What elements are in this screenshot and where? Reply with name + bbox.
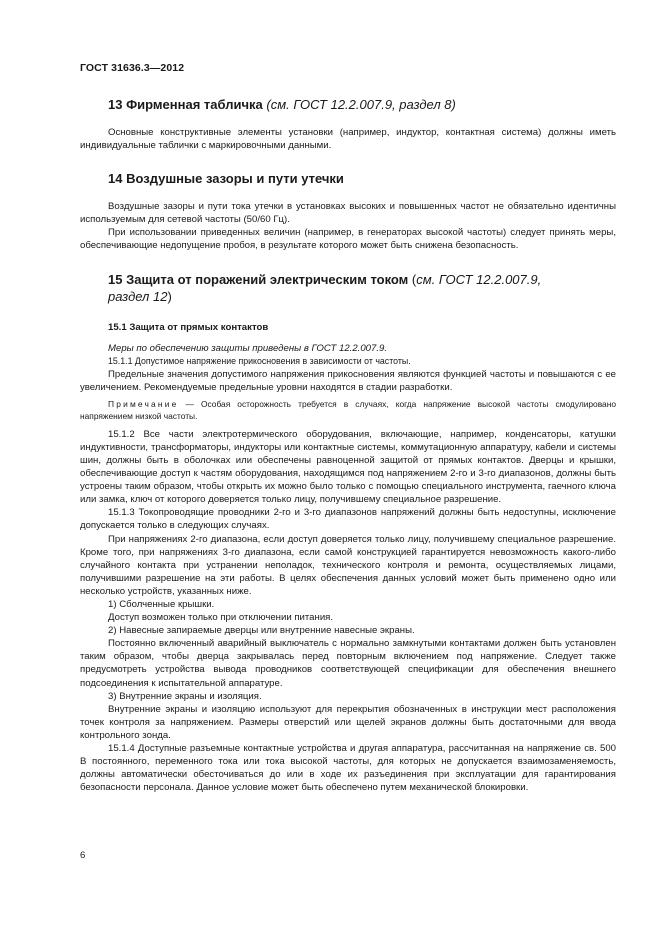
- clause-15-1-1: 15.1.1 Допустимое напряжение прикосновения в зависимости от частоты.: [108, 355, 411, 366]
- section-14-paragraph-1: Воздушные зазоры и пути тока утечки в установках высоких и повышенных частот не обязательно идентичны используемым для сетевой частоты (50/60 Гц).: [80, 201, 616, 226]
- clause-15-1-4: 15.1.4 Доступные разъемные контактные устройства и другая аппаратура, рассчитанная на напряжение св. 500 В постоянного, переменного тока или тока высокой частоты, для которых не допускается взаимозаменяемость, должны автоматически обесточиваться до или в ходе их разъединения при эксплуатации для гарантирования безопасности персонала. Данное условие может быть обеспечено путем механической блокировки.: [80, 743, 616, 794]
- page-number: 6: [80, 850, 86, 861]
- section-13-reference: (см. ГОСТ 12.2.007.9, раздел 8): [266, 97, 456, 112]
- clause-15-1-3-paragraph-1: При напряжениях 2-го диапазона, если доступ доверяется только лицу, получившему специальное разрешение. Кроме того, при напряжениях 3-го диапазона, если самой конструкцией гарантируется невозможность какого-либо случайного контакта при устранении неполадок, технического контроля и ремонта, осуществляемых лицами, получившими разрешение на эти работы. В целях обеспечения данных условий может быть применено одно или несколько устройств, указанных ниже.: [80, 533, 616, 597]
- section-15-reference-line-2: раздел 12: [108, 288, 168, 304]
- section-14-heading: 14 Воздушные зазоры и пути утечки: [108, 171, 344, 187]
- note-label: Примечание: [108, 398, 179, 409]
- section-13-heading: [108, 96, 616, 113]
- note-text: — Особая осторожность требуется в случаях, когда напряжение высокой частоты смодулировано напряжением низкой частоты.: [80, 398, 616, 422]
- document-header: ГОСТ 31636.3—2012: [80, 62, 185, 74]
- list-item-1-text: Доступ возможен только при отключении питания.: [108, 612, 334, 624]
- section-13-paragraph: Основные конструктивные элементы установки (например, индуктор, контактная система) должны иметь индивидуальные таблички с маркировочными данными.: [80, 127, 616, 152]
- section-15-1-heading: 15.1 Защита от прямых контактов: [108, 321, 269, 333]
- list-item-3-text: Внутренние экраны и изоляцию используют для перекрытия обозначенных в инструкции мест расположения точек контроля за напряжением. Размеры отверстий или щелей экранов должны быть достаточными для ввода контрольного зонда.: [80, 703, 616, 741]
- clause-15-1-3: 15.1.3 Токопроводящие проводники 2-го и 3-го диапазонов напряжений должны быть недоступны, исключение допускается только в следующих случаях.: [80, 507, 616, 532]
- section-15-heading: 15 Защита от поражений электрическим током (см. ГОСТ 12.2.007.9, раздел 12): [108, 271, 542, 304]
- section-13-title: 13 Фирменная табличка: [108, 97, 263, 112]
- section-15-1-intro: Меры по обеспечению защиты приведены в ГОСТ 12.2.007.9.: [108, 342, 387, 354]
- list-item-2-text: Постоянно включенный аварийный выключатель с нормально замкнутыми контактами должен быть установлен таким образом, чтобы дверца закрывалась перед повторным включением под напряжение. Следует также предусмотреть устройства вывода проводников соответствующей спецификации для обеспечения внешнего подсоединения к испытательной аппаратуре.: [80, 638, 616, 689]
- section-15-reference: см. ГОСТ 12.2.007.9,: [416, 271, 542, 287]
- list-item-1: 1) Сболченные крышки.: [108, 598, 215, 610]
- list-item-3: 3) Внутренние экраны и изоляция.: [108, 690, 262, 702]
- document-page: [80, 62, 616, 794]
- clause-15-1-1-paragraph: Предельные значения допустимого напряжения прикосновения являются функцией частоты и повышаются с ее увеличением. Рекомендуемые предельные уровни находятся в стадии разработки.: [80, 368, 616, 393]
- section-15-title: 15 Защита от поражений электрическим током: [108, 271, 409, 287]
- list-item-2: 2) Навесные запираемые дверцы или внутренние навесные экраны.: [108, 625, 415, 637]
- note: [80, 398, 616, 423]
- clause-15-1-2: 15.1.2 Все части электротермического оборудования, включающие, например, конденсаторы, катушки индуктивности, трансформаторы, индукторы или контактные системы, коммутационную аппаратуру, кабели и системы шин, должны быть в оболочках или обеспечены равноценной защитой от прямых контактов. Дверцы и крышки, обеспечивающие доступ к частям оборудования, находящимся под напряжением 2-го и 3-го диапазонов, должны быть устроены таким образом, чтобы открыть их можно было только с помощью специального инструмента, гаечного ключа или замка, ключ от которого доверяется только лицу, получившему специальное разрешение.: [80, 428, 616, 506]
- section-14-paragraph-2: При использовании приведенных величин (например, в генераторах высокой частоты) следует принять меры, обеспечивающие недопущение пробоя, в результате которого может быть снижена безопасность.: [80, 227, 616, 252]
